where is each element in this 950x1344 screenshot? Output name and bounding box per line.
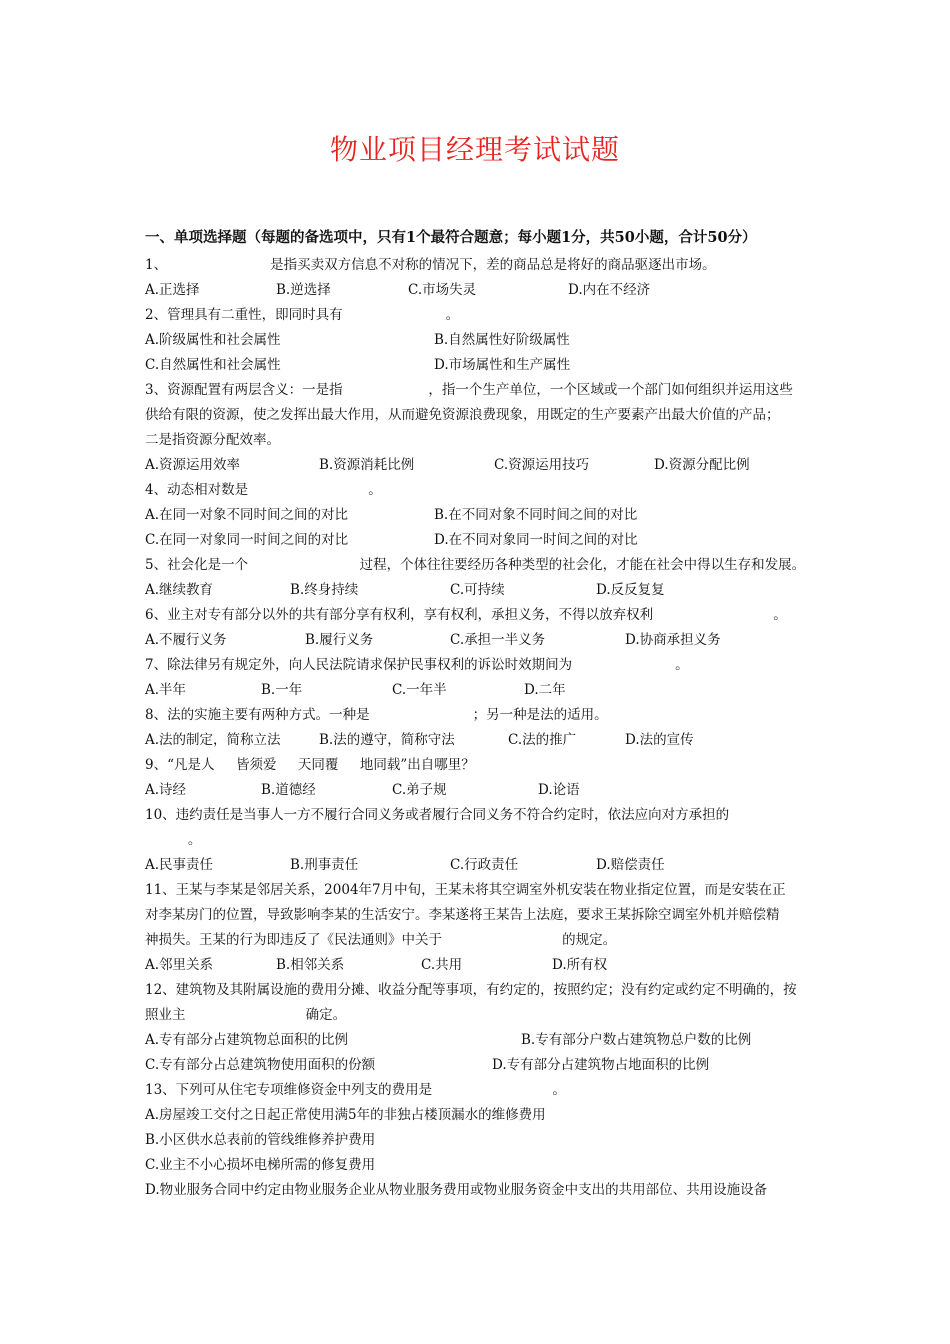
option-c: C.资源运用技巧 <box>494 457 590 473</box>
question-11-stem: 11、王某与李某是邻居关系，2004年7月中旬，王某未将其空调室外机安装在物业指定位置，而是安装在正 <box>145 882 786 898</box>
option-c: C.弟子规 <box>392 782 447 798</box>
question-13-stem: 13、下列可从住宅专项维修资金中列支的费用是 。 <box>145 1082 566 1098</box>
question-12-stem-cont: 照业主 确定。 <box>145 1007 347 1023</box>
question-3-stem: 3、资源配置有两层含义：一是指 ，指一个生产单位，一个区域或一个部门如何组织并运用这些 <box>145 382 793 398</box>
question-2-options-row1 <box>145 328 813 353</box>
question-6-stem: 6、业主对专有部分以外的共有部分享有权利，享有权利，承担义务，不得以放弃权利 。 <box>145 607 787 623</box>
option-d: D.所有权 <box>552 957 608 973</box>
option-a: A.继续教育 <box>145 582 214 598</box>
option-b: B.小区供水总表前的管线维修养护费用 <box>145 1132 376 1148</box>
question-12-options-row1 <box>145 1028 813 1053</box>
option-c: C.专有部分占总建筑物使用面积的份额 <box>145 1057 376 1073</box>
option-d: D.赔偿责任 <box>596 857 665 873</box>
question-9-options <box>145 778 813 803</box>
option-c: C.业主不小心损坏电梯所需的修复费用 <box>145 1157 376 1173</box>
option-c: C.承担一半义务 <box>450 632 546 648</box>
question-1-stem: 1、 是指买卖双方信息不对称的情况下，差的商品总是将好的商品驱逐出市场。 <box>145 257 716 273</box>
question-10-stem: 10、违约责任是当事人一方不履行合同义务或者履行合同义务不符合约定时，依法应向对方承担的 <box>145 807 730 823</box>
option-b: B.相邻关系 <box>276 957 345 973</box>
option-a: A.法的制定，简称立法 <box>145 732 281 748</box>
option-a: A.房屋竣工交付之日起正常使用满5年的非独占楼顶漏水的维修费用 <box>145 1107 546 1123</box>
option-d: D.市场属性和生产属性 <box>434 357 571 373</box>
question-list <box>145 226 813 1203</box>
question-12-stem: 12、建筑物及其附属设施的费用分摊、收益分配等事项，有约定的，按照约定；没有约定或约定不明确的，按 <box>145 982 797 998</box>
option-b: B.一年 <box>261 682 303 698</box>
option-c: C.法的推广 <box>508 732 577 748</box>
option-d: D.反反复复 <box>596 582 665 598</box>
option-a: A.邻里关系 <box>145 957 214 973</box>
section-heading: 一、单项选择题（每题的备选项中，只有1个最符合题意；每小题1分，共50小题，合计50分） <box>145 229 757 246</box>
option-b: B.逆选择 <box>276 282 331 298</box>
question-10-stem-cont: 。 <box>145 832 202 848</box>
option-b: B.资源消耗比例 <box>319 457 415 473</box>
option-d: D.论语 <box>538 782 580 798</box>
question-9-stem: 9、“凡是人 皆须爱 天同覆 地同载”出自哪里？ <box>145 757 475 773</box>
option-a: A.半年 <box>145 682 187 698</box>
option-a: A.正选择 <box>145 282 200 298</box>
option-d: D.协商承担义务 <box>625 632 721 648</box>
question-7-options <box>145 678 813 703</box>
question-4-options-row2 <box>145 528 813 553</box>
question-6-options <box>145 628 813 653</box>
option-b: B.在不同对象不同时间之间的对比 <box>434 507 638 523</box>
question-7-stem: 7、除法律另有规定外，向人民法院请求保护民事权利的诉讼时效期间为 。 <box>145 657 689 673</box>
question-4-stem: 4、动态相对数是 。 <box>145 482 382 498</box>
option-a: A.阶级属性和社会属性 <box>145 332 281 348</box>
option-b: B.道德经 <box>261 782 316 798</box>
option-d: D.专有部分占建筑物占地面积的比例 <box>492 1057 710 1073</box>
option-c: C.在同一对象同一时间之间的对比 <box>145 532 349 548</box>
option-a: A.民事责任 <box>145 857 214 873</box>
question-3-stem-cont: 二是指资源分配效率。 <box>145 432 280 448</box>
question-3-options <box>145 453 813 478</box>
question-11-options <box>145 953 813 978</box>
question-3-stem-cont: 供给有限的资源，使之发挥出最大作用，从而避免资源浪费现象，用既定的生产要素产出最大价值的产品； <box>145 407 780 423</box>
option-d: D.资源分配比例 <box>654 457 750 473</box>
option-c: C.可持续 <box>450 582 505 598</box>
question-2-stem: 2、管理具有二重性，即同时具有 。 <box>145 307 460 323</box>
option-b: B.专有部分户数占建筑物总户数的比例 <box>521 1032 752 1048</box>
option-a: A.专有部分占建筑物总面积的比例 <box>145 1032 349 1048</box>
question-8-stem: 8、法的实施主要有两种方式。一种是 ；另一种是法的适用。 <box>145 707 608 723</box>
option-c: C.市场失灵 <box>408 282 477 298</box>
question-11-stem-cont: 神损失。王某的行为即违反了《民法通则》中关于 的规定。 <box>145 932 617 948</box>
option-c: C.一年半 <box>392 682 447 698</box>
question-1-options <box>145 278 813 303</box>
option-d: D.二年 <box>524 682 566 698</box>
option-d: D.在不同对象同一时间之间的对比 <box>434 532 638 548</box>
question-5-options <box>145 578 813 603</box>
option-b: B.刑事责任 <box>290 857 359 873</box>
option-b: B.履行义务 <box>305 632 374 648</box>
option-d: D.物业服务合同中约定由物业服务企业从物业服务费用或物业服务资金中支出的共用部位、共用设施设备 <box>145 1182 768 1198</box>
option-a: A.在同一对象不同时间之间的对比 <box>145 507 349 523</box>
option-b: B.自然属性好阶级属性 <box>434 332 570 348</box>
document-title: 物业项目经理考试试题 <box>329 133 620 166</box>
question-5-stem: 5、社会化是一个 过程，个体往往要经历各种类型的社会化，才能在社会中得以生存和发展。 <box>145 557 806 573</box>
option-a: A.不履行义务 <box>145 632 227 648</box>
option-a: A.资源运用效率 <box>145 457 241 473</box>
question-10-options <box>145 853 813 878</box>
option-d: D.法的宣传 <box>625 732 694 748</box>
question-2-options-row2 <box>145 353 813 378</box>
option-c: C.行政责任 <box>450 857 519 873</box>
option-c: C.共用 <box>421 957 463 973</box>
question-11-stem-cont: 对李某房门的位置，导致影响李某的生活安宁。李某遂将王某告上法庭，要求王某拆除空调室外机并赔偿精 <box>145 907 780 923</box>
question-12-options-row2 <box>145 1053 813 1078</box>
option-b: B.法的遵守，简称守法 <box>319 732 455 748</box>
option-d: D.内在不经济 <box>568 282 651 298</box>
option-c: C.自然属性和社会属性 <box>145 357 281 373</box>
question-8-options <box>145 728 813 753</box>
option-a: A.诗经 <box>145 782 187 798</box>
option-b: B.终身持续 <box>290 582 359 598</box>
question-4-options-row1 <box>145 503 813 528</box>
